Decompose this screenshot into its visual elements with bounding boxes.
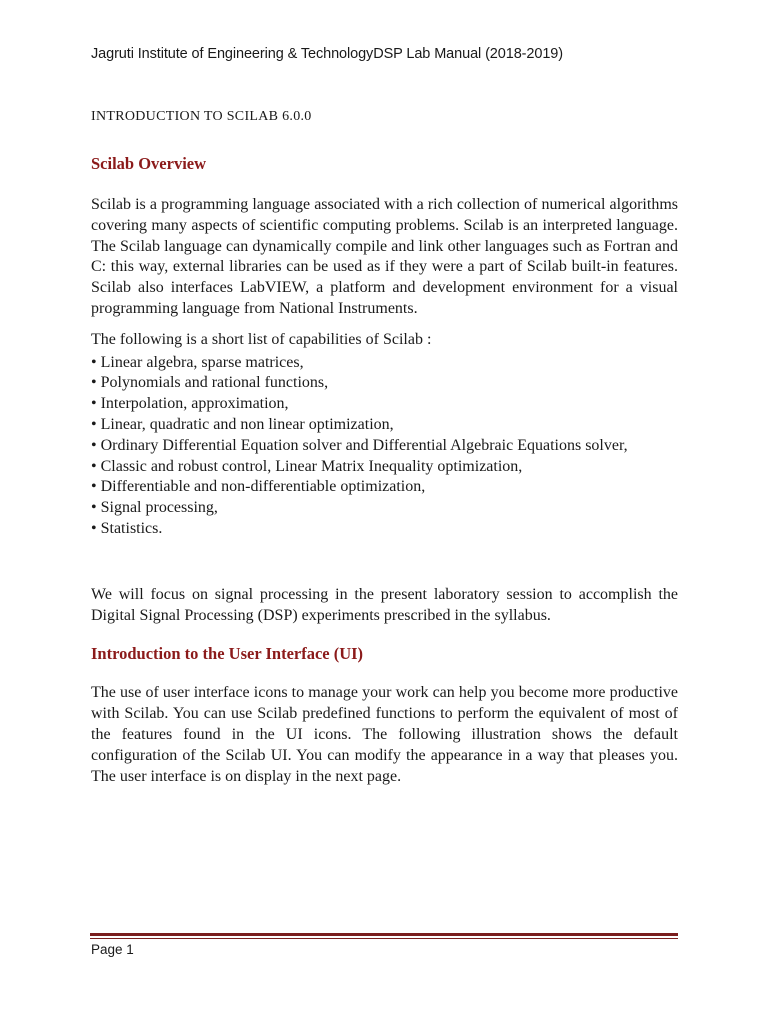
list-item: • Classic and robust control, Linear Matrix Inequality optimization, [91,457,523,475]
page-number: Page 1 [91,942,134,957]
list-item: • Polynomials and rational functions, [91,374,329,392]
capabilities-list [91,353,678,540]
capabilities-intro: The following is a short list of capabilities of Scilab : [91,330,432,348]
list-item: • Ordinary Differential Equation solver and Differential Algebraic Equations solver, [91,436,628,454]
section-heading-overview: Scilab Overview [91,154,207,173]
overview-paragraph: Scilab is a programming language associated with a rich collection of numerical algorithms covering many aspects of scientific computing problems. Scilab is an interpreted language. The Scilab language can dynamically compile and link other languages such as Fortran and C: this way, external libraries can be used as if they were a part of Scilab built-in features. Scilab also interfaces LabVIEW, a platform and development environment for a visual programming language from National Instruments. [91,196,678,317]
section-heading-ui: Introduction to the User Interface (UI) [91,644,364,664]
document-body [91,107,678,787]
document-title: INTRODUCTION TO SCILAB 6.0.0 [91,109,312,124]
list-item: • Linear algebra, sparse matrices, [91,353,304,371]
focus-paragraph: We will focus on signal processing in the present laboratory session to accomplish the Digital Signal Processing (DSP) experiments prescribed in the syllabus. [91,585,678,624]
footer-rule [90,933,678,939]
list-item: • Signal processing, [91,499,218,517]
list-item: • Differentiable and non-differentiable optimization, [91,478,426,496]
running-header: Jagruti Institute of Engineering & TechnologyDSP Lab Manual (2018-2019) [91,46,563,62]
list-item: • Statistics. [91,519,163,537]
ui-paragraph: The use of user interface icons to manage your work can help you become more productive with Scilab. You can use Scilab predefined functions to perform the equivalent of most of the features found in the UI icons. The following illustration shows the default configuration of the Scilab UI. You can modify the appearance in a way that pleases you. The user interface is on display in the next page. [91,684,678,785]
list-item: • Interpolation, approximation, [91,395,289,413]
list-item: • Linear, quadratic and non linear optimization, [91,415,394,433]
